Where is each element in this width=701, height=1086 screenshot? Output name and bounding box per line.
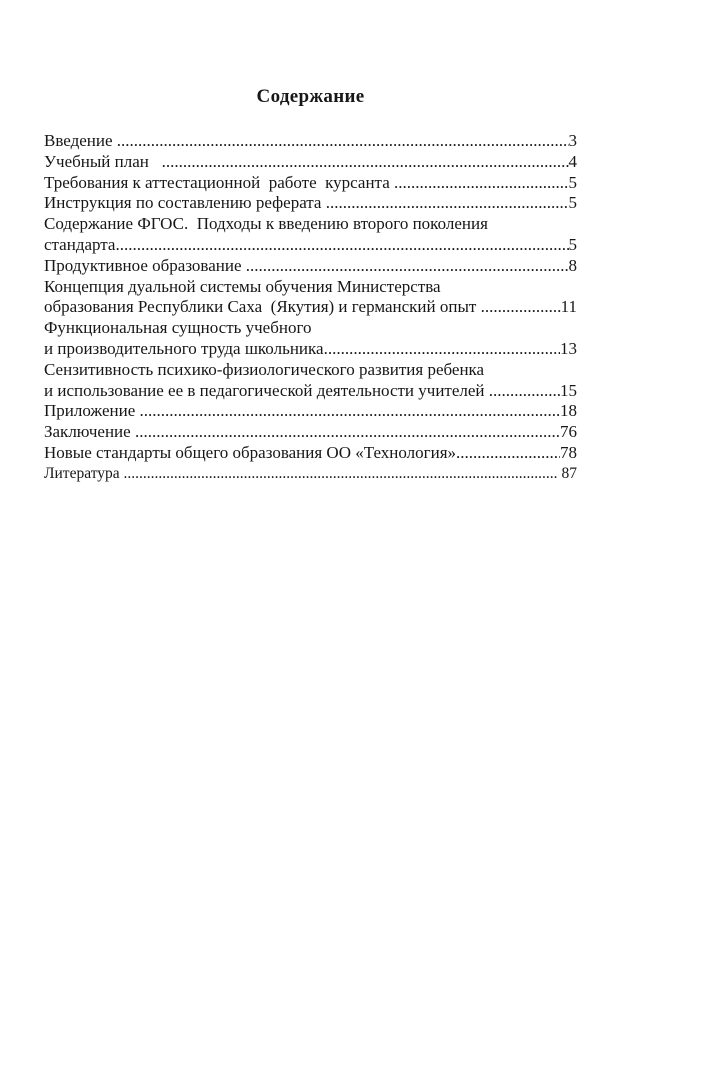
toc-entry-text: Содержание ФГОС. Подходы к введению второго поколения <box>44 214 488 234</box>
dot-leader <box>456 443 560 464</box>
dot-leader <box>135 422 560 443</box>
toc-entry <box>44 360 577 381</box>
toc-entry <box>44 381 577 402</box>
dot-leader <box>140 401 561 422</box>
toc-entry <box>44 256 577 277</box>
dot-leader <box>481 297 561 318</box>
toc-entry <box>44 173 577 194</box>
dot-leader <box>324 339 560 360</box>
toc-page-number: 76 <box>560 422 577 442</box>
toc-entry-text: стандарта <box>44 234 116 254</box>
dot-leader <box>162 152 569 173</box>
toc-entry-text: Заключение <box>44 422 135 442</box>
toc-entry <box>44 443 577 464</box>
toc-entry-text: и использование ее в педагогической деятельности учителей <box>44 380 489 400</box>
toc-entry <box>44 339 577 360</box>
toc-entry-text: и производительного труда школьника <box>44 338 324 358</box>
dot-leader <box>489 381 560 402</box>
toc-entry-text: Введение <box>44 131 117 150</box>
toc-entry-text: Приложение <box>44 401 140 421</box>
toc-entry-text: Продуктивное образование <box>44 255 246 275</box>
dot-leader <box>326 193 569 214</box>
toc-page-number: 18 <box>560 401 577 421</box>
page-title: Содержание <box>256 86 365 107</box>
toc-entry-text: Сензитивность психико-физиологического развития ребенка <box>44 359 485 379</box>
toc-entry-text: Новые стандарты общего образования ОО «Технология» <box>44 442 457 462</box>
toc-content <box>44 86 577 485</box>
dot-leader <box>124 464 558 485</box>
toc-page-number: 5 <box>568 193 577 213</box>
toc-entry <box>44 193 577 214</box>
toc-entry <box>44 235 577 256</box>
toc-entry <box>44 214 577 235</box>
toc-page-number: 11 <box>560 297 577 317</box>
toc-entry <box>44 277 577 298</box>
toc-page-number: 3 <box>568 131 577 150</box>
toc-page-number: 13 <box>560 338 577 358</box>
dot-leader <box>117 131 569 152</box>
toc-page-number: 5 <box>568 172 577 192</box>
toc-entry <box>44 318 577 339</box>
toc-list <box>44 131 577 485</box>
toc-page-number: 5 <box>568 234 577 254</box>
toc-entry-text: Литература <box>44 464 124 482</box>
toc-entry-text: Функциональная сущность учебного <box>44 318 312 338</box>
toc-entry-text: Учебный план <box>44 151 162 171</box>
toc-page-number: 15 <box>560 380 577 400</box>
toc-entry-text: Инструкция по составлению реферата <box>44 193 326 213</box>
toc-entry <box>44 131 577 152</box>
dot-leader <box>115 235 568 256</box>
toc-entry <box>44 152 577 173</box>
toc-entry-text: Требования к аттестационной работе курсанта <box>44 172 394 192</box>
dot-leader <box>394 173 569 194</box>
toc-page-number: 4 <box>568 151 577 171</box>
dot-leader <box>246 256 569 277</box>
toc-entry-text: образования Республики Саха (Якутия) и германский опыт <box>44 297 481 317</box>
toc-page-number: 87 <box>561 464 577 482</box>
toc-entry <box>44 297 577 318</box>
toc-entry <box>44 401 577 422</box>
toc-entry-text: Концепция дуальной системы обучения Министерства <box>44 276 441 296</box>
toc-page-number: 8 <box>568 255 577 275</box>
toc-entry <box>44 422 577 443</box>
toc-page-number: 78 <box>560 442 577 462</box>
toc-entry <box>44 464 577 485</box>
